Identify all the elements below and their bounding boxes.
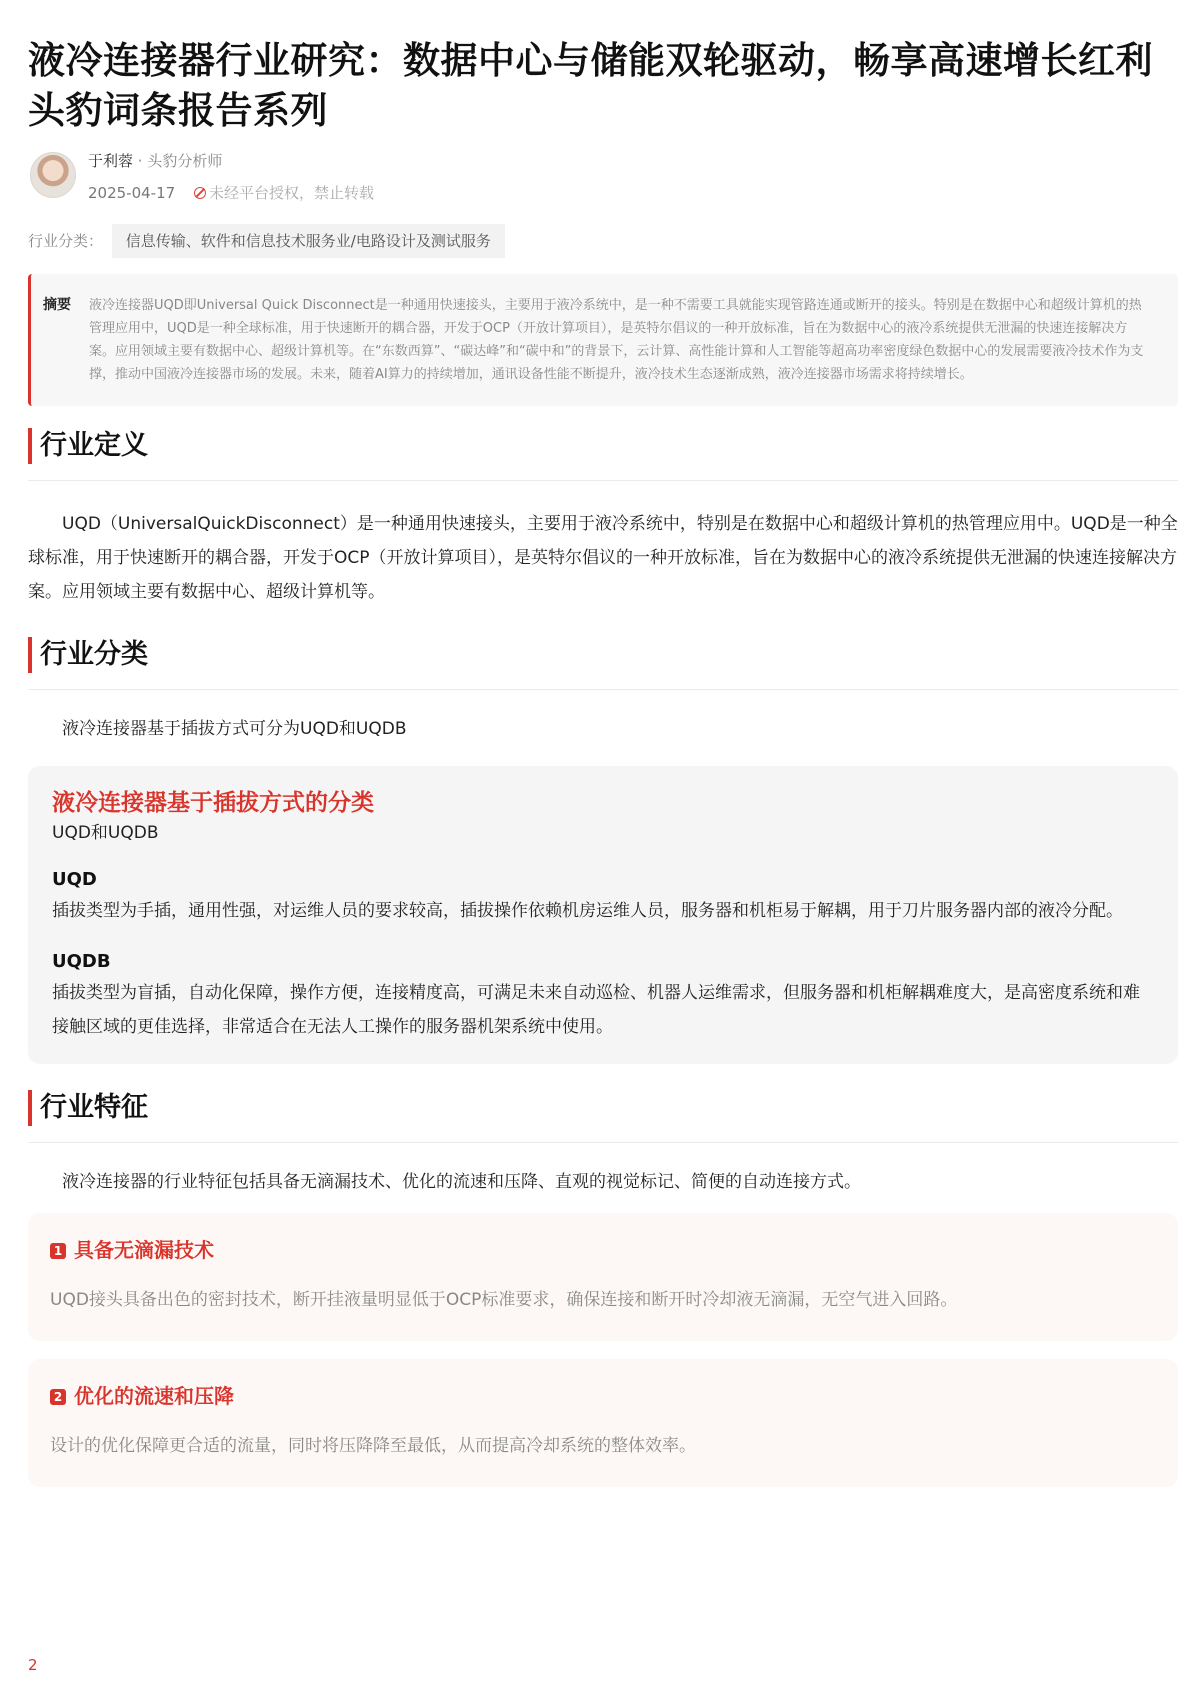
author-block <box>28 150 1178 214</box>
card-item-uqdb <box>52 948 1154 1044</box>
feature-card-2 <box>28 1359 1178 1487</box>
number-badge: 1 <box>50 1243 66 1259</box>
section-heading-classification: 行业分类 <box>28 637 1178 673</box>
card-item-uqd <box>52 866 1154 928</box>
page-title: 液冷连接器行业研究：数据中心与储能双轮驱动，畅享高速增长红利头豹词条报告系列 <box>28 39 1153 132</box>
author-name[interactable]: 于利蓉 <box>88 152 134 170</box>
abstract-label: 摘要 <box>43 297 71 313</box>
report-page <box>28 0 1178 1487</box>
ban-icon <box>194 187 206 199</box>
copyright-warning: 未经平台授权，禁止转载 <box>208 184 374 202</box>
number-badge: 2 <box>50 1389 66 1405</box>
feature-card-1 <box>28 1213 1178 1341</box>
feature-desc: UQD接头具备出色的密封技术，断开挂液量明显低于OCP标准要求，确保连接和断开时冷却液无滴漏，无空气进入回路。 <box>50 1290 958 1310</box>
avatar[interactable] <box>30 152 76 198</box>
feature-desc: 设计的优化保障更合适的流量，同时将压降降至最低，从而提高冷却系统的整体效率。 <box>50 1436 696 1456</box>
feature-heading <box>50 1381 1154 1411</box>
feature-title: 具备无滴漏技术 <box>74 1238 214 1262</box>
section-heading-definition: 行业定义 <box>28 428 1178 464</box>
author-meta <box>88 182 374 204</box>
abstract-text: 液冷连接器UQD即Universal Quick Disconnect是一种通用快速接头，主要用于液冷系统中，是一种不需要工具就能实现管路连通或断开的接头。特别是在数据中心和超级计算机的热管理应用中，UQD是一种全球标准，用于快速断开的耦合器，开发于OCP（开放计算项目），是英特尔倡议的一种开放标准，旨在为数据中心的液冷系统提供无泄漏的快速连接解决方案。应用领域主要有数据中心、超级计算机等。在“东数西算”、“碳达峰”和“碳中和”的背景下，云计算、高性能计算和人工智能等超高功率密度绿色数据中心的发展需要液冷技术作为支撑，推动中国液冷连接器市场的发展。未来，随着AI算力的持续增加，通讯设备性能不断提升，液冷技术生态逐渐成熟，液冷连接器市场需求将持续增长。 <box>89 298 1144 382</box>
feature-heading <box>50 1235 1154 1265</box>
page-number: 2 <box>28 1656 38 1674</box>
feature-title: 优化的流速和压降 <box>74 1384 234 1408</box>
section-divider <box>28 689 1178 690</box>
section-divider <box>28 480 1178 481</box>
card-item-desc: 插拔类型为盲插，自动化保障，操作方便，连接精度高，可满足未来自动巡检、机器人运维需求，但服务器和机柜解耦难度大，是高密度系统和难接触区域的更佳选择，非常适合在无法人工操作的服务器机架系统中使用。 <box>52 983 1140 1037</box>
card-subtitle: UQD和UQDB <box>52 823 159 843</box>
category-label: 行业分类： <box>28 232 104 250</box>
card-item-name: UQD <box>52 869 97 890</box>
classification-card <box>28 766 1178 1064</box>
card-title: 液冷连接器基于插拔方式的分类 <box>52 790 374 816</box>
publish-date: 2025-04-17 <box>88 184 176 202</box>
features-paragraph: 液冷连接器的行业特征包括具备无滴漏技术、优化的流速和压降、直观的视觉标记、简便的自动连接方式。 <box>62 1172 861 1192</box>
card-item-desc: 插拔类型为手插，通用性强，对运维人员的要求较高，插拔操作依赖机房运维人员，服务器和机柜易于解耦，用于刀片服务器内部的液冷分配。 <box>52 901 1123 921</box>
author-line <box>88 150 222 172</box>
classification-paragraph: 液冷连接器基于插拔方式可分为UQD和UQDB <box>62 719 407 739</box>
category-tag[interactable]: 信息传输、软件和信息技术服务业/电路设计及测试服务 <box>112 224 505 258</box>
abstract-box <box>28 274 1178 406</box>
card-item-name: UQDB <box>52 951 111 972</box>
definition-paragraph: UQD（UniversalQuickDisconnect）是一种通用快速接头，主要用于液冷系统中，特别是在数据中心和超级计算机的热管理应用中。UQD是一种全球标准，用于快速断开的耦合器，开发于OCP（开放计算项目），是英特尔倡议的一种开放标准，旨在为数据中心的液冷系统提供无泄漏的快速连接解决方案。应用领域主要有数据中心、超级计算机等。 <box>28 514 1178 602</box>
author-role: · 头豹分析师 <box>137 152 223 170</box>
section-heading-features: 行业特征 <box>28 1090 1178 1126</box>
industry-category <box>28 224 1178 258</box>
section-divider <box>28 1142 1178 1143</box>
